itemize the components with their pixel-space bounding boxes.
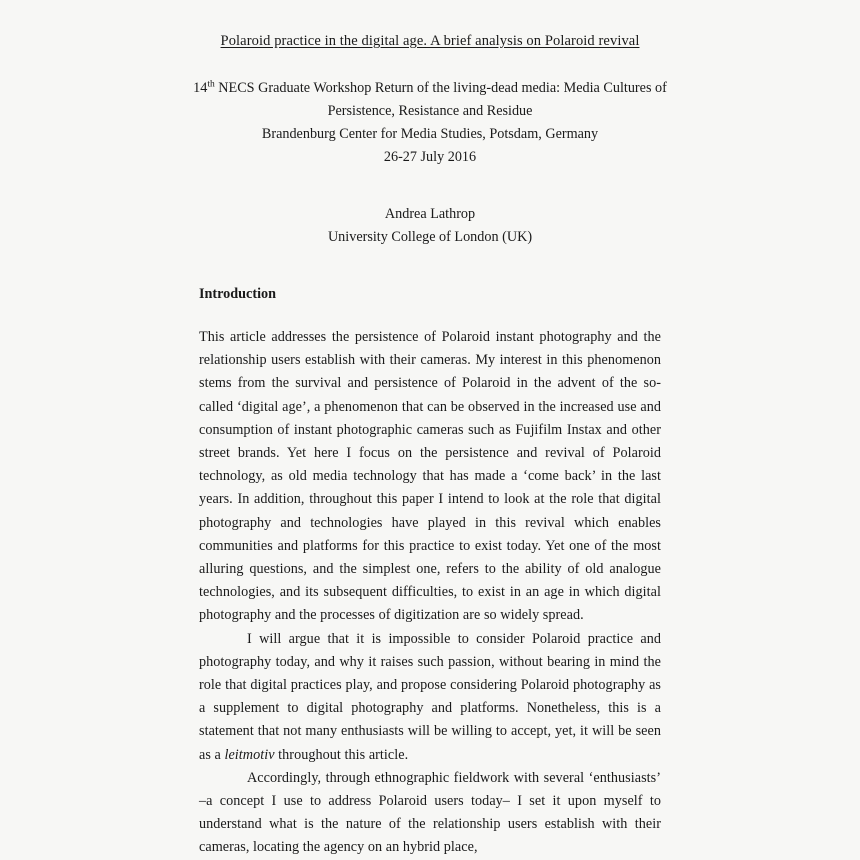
conference-title-line-1 (107, 77, 753, 100)
conference-title-line-2: Persistence, Resistance and Residue (327, 103, 533, 119)
paragraph-3: Accordingly, through ethnographic fieldwork with several ‘enthusiasts’ –a concept I use to address Polaroid users today– I set it upon myself to understand what is the nature of the relationship users establish with their cameras, locating the agency on an hybrid place, (199, 769, 661, 856)
paragraph-2-italic-term: leitmotiv (224, 746, 275, 763)
paragraph-2 (199, 628, 661, 767)
page-content-column (193, 0, 667, 860)
conference-venue: Brandenburg Center for Media Studies, Potsdam, Germany (261, 126, 599, 142)
page-title-text: Polaroid practice in the digital age. A brief analysis on Polaroid revival (220, 33, 640, 49)
conference-ordinal-number: 14 (193, 80, 208, 96)
author-block (199, 203, 661, 249)
conference-header (193, 77, 667, 169)
body-text (199, 326, 661, 860)
author-name: Andrea Lathrop (384, 206, 476, 222)
section-heading-introduction: Introduction (199, 286, 276, 302)
conference-title-rest: NECS Graduate Workshop Return of the living-dead media: Media Cultures of (214, 80, 667, 96)
conference-ordinal-suffix: th (207, 79, 215, 90)
conference-dates: 26-27 July 2016 (383, 149, 477, 165)
paragraph-2-part-1: I will argue that it is impossible to consider Polaroid practice and photography today, and why it raises such passion, without bearing in mind the role that digital practices play, and propose considering Polaroid photography as a supplement to digital photography and platforms. Nonetheless, this is a statement that not many enthusiasts will be willing to accept, yet, it will be seen as a (199, 630, 661, 763)
page-title (199, 31, 661, 51)
paragraph-1: This article addresses the persistence of Polaroid instant photography and the relationship users establish with their cameras. My interest in this phenomenon stems from the survival and persistence of Polaroid in the advent of the so-called ‘digital age’, a phenomenon that can be observed in the increased use and consumption of instant photographic cameras such as Fujifilm Instax and other street brands. Yet here I focus on the persistence and revival of Polaroid technology, as old media technology that has made a ‘come back’ in the last years. In addition, throughout this paper I intend to look at the role that digital photography and technologies have played in this revival which enables communities and platforms for this practice to exist today. Yet one of the most alluring questions, and the simplest one, refers to the ability of old analogue technologies, and its subsequent difficulties, to exist in an age in which digital photography and the processes of digitization are so widely spread. (199, 329, 661, 624)
paragraph-2-part-2: throughout this article. (274, 746, 409, 763)
author-affiliation: University College of London (UK) (327, 229, 533, 245)
